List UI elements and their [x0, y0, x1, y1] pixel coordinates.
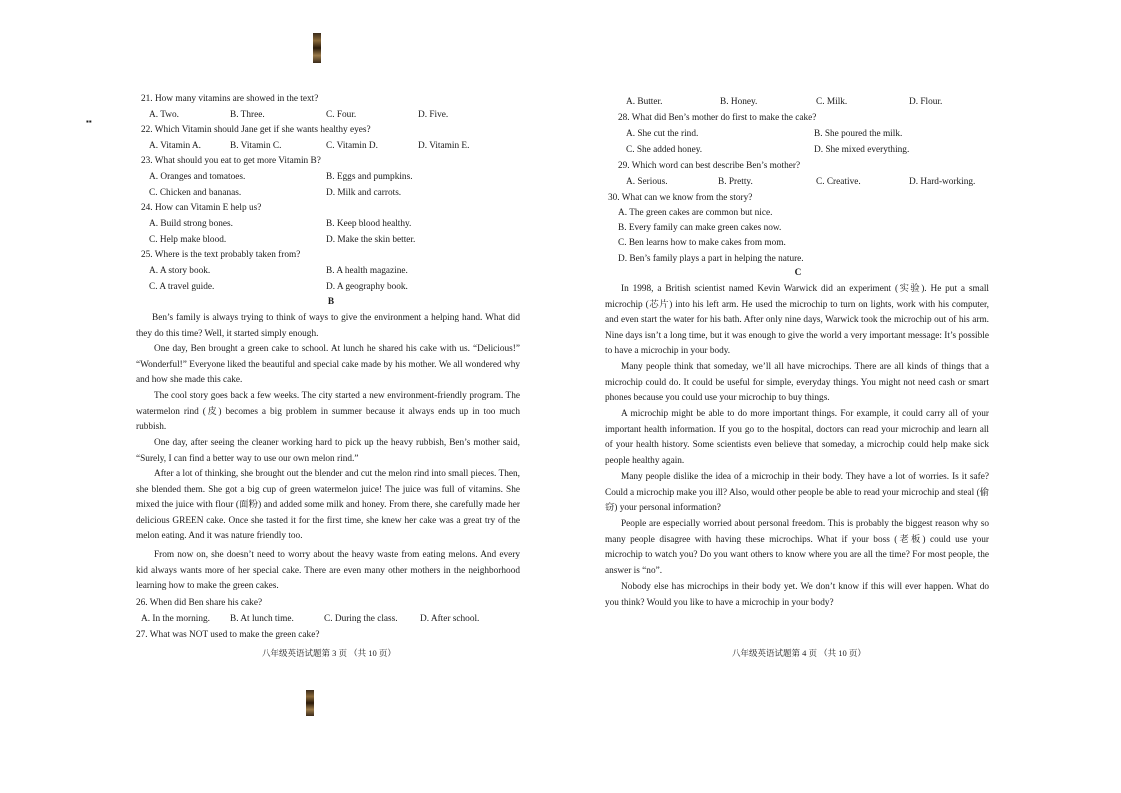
passage-c-paragraph-3: A microchip might be able to do more important things. For example, it could carry all of your important health information. If you go to the hospital, doctors can read your microchip and learn all of your health history. Some scientists even believe that someday, a microchip could help make sick people healthy again. — [605, 409, 989, 466]
question-25: 25. Where is the text probably taken from? — [141, 250, 301, 260]
right-page — [560, 0, 1121, 793]
passage-b-paragraph-3: The cool story goes back a few weeks. The city started a new environment-friendly program. The watermelon rind (皮) becomes a big problem in summer because it always ends up in too much rubbish. — [136, 391, 520, 433]
q27-option-b: B. Honey. — [720, 97, 758, 107]
q25-option-a: A. A story book. — [149, 266, 211, 276]
q26-option-c: C. During the class. — [324, 614, 398, 624]
left-page — [0, 0, 560, 793]
q21-option-d: D. Five. — [418, 110, 449, 120]
question-22: 22. Which Vitamin should Jane get if she wants healthy eyes? — [141, 125, 371, 135]
q22-option-b: B. Vitamin C. — [230, 141, 282, 151]
passage-c-paragraph-5: People are especially worried about personal freedom. This is probably the biggest reason why so many people disagree with having these microchips. What if your boss (老板) could use your microchip to watch you? Do you want others to know where you are all the time? For most people, the answer is “no”. — [605, 519, 989, 576]
page-footer-right: 八年级英语试题第 4 页 （共 10 页） — [732, 648, 866, 658]
q21-option-a: A. Two. — [149, 110, 179, 120]
question-23: 23. What should you eat to get more Vitamin B? — [141, 156, 321, 166]
q28-option-a: A. She cut the rind. — [626, 129, 699, 139]
q29-option-a: A. Serious. — [626, 177, 668, 187]
q23-option-a: A. Oranges and tomatoes. — [149, 172, 246, 182]
q24-option-b: B. Keep blood healthy. — [326, 219, 412, 229]
q25-option-d: D. A geography book. — [326, 282, 408, 292]
question-27: 27. What was NOT used to make the green cake? — [136, 630, 320, 640]
passage-c-paragraph-6: Nobody else has microchips in their body yet. We don’t know if this will ever happen. What do you think? Would you like to have a microchip in your body? — [605, 582, 989, 608]
q25-option-b: B. A health magazine. — [326, 266, 408, 276]
q22-option-c: C. Vitamin D. — [326, 141, 378, 151]
q27-option-d: D. Flour. — [909, 97, 943, 107]
question-29: 29. Which word can best describe Ben’s mother? — [618, 161, 801, 171]
q23-option-b: B. Eggs and pumpkins. — [326, 172, 413, 182]
q29-option-c: C. Creative. — [816, 177, 861, 187]
q30-option-a: A. The green cakes are common but nice. — [618, 208, 773, 218]
passage-b-paragraph-5: After a lot of thinking, she brought out the blender and cut the melon rind into small pieces. Then, she blended them. She got a big cup of green watermelon juice! The juice was full of vitamins. She mixed the juice with flour (面粉) and added some milk and honey. From there, she carefully made her delicious GREEN cake. Once she tasted it for the first time, she knew her cake was a great try of the melon eating. And it was nature friendly too. — [136, 469, 520, 542]
passage-c-paragraph-1: In 1998, a British scientist named Kevin Warwick did an experiment (实验). He put a small microchip (芯片) into his left arm. He used the microchip to turn on lights, work with his computer, and even start the water for his bath. After only nine days, Warwick took the microchip out of his arm. Nine days isn’t a long time, but it was enough to give the world a very important message: It’s possible to have a microchip in your body. — [605, 284, 989, 357]
passage-c-paragraph-2: Many people think that someday, we’ll all have microchips. There are all kinds of things that a microchip could do. It could be useful for simple, everyday things. You might not need cash or smart phones because you could use your microchip to buy things. — [605, 362, 989, 404]
q30-option-d: D. Ben’s family plays a part in helping the nature. — [618, 254, 804, 264]
q25-option-c: C. A travel guide. — [149, 282, 215, 292]
q27-option-c: C. Milk. — [816, 97, 848, 107]
q30-option-c: C. Ben learns how to make cakes from mom. — [618, 238, 786, 248]
passage-b-paragraph-4: One day, after seeing the cleaner working hard to pick up the heavy rubbish, Ben’s mother said, “Surely, I can find a better way to use our own melon rind.” — [136, 438, 520, 464]
q26-option-b: B. At lunch time. — [230, 614, 294, 624]
passage-b-paragraph-6: From now on, she doesn’t need to worry about the heavy waste from eating melons. And every kid always wants more of her special cake. There are even many other mothers in the neighborhood learning how to make the green cakes. — [136, 550, 520, 592]
q28-option-b: B. She poured the milk. — [814, 129, 903, 139]
section-b-heading: B — [327, 297, 335, 307]
q22-option-d: D. Vitamin E. — [418, 141, 470, 151]
margin-mark: ▪▪ — [86, 117, 92, 126]
q24-option-c: C. Help make blood. — [149, 235, 227, 245]
q29-option-b: B. Pretty. — [718, 177, 753, 187]
q29-option-d: D. Hard-working. — [909, 177, 976, 187]
passage-c-paragraph-4: Many people dislike the idea of a microchip in their body. They have a lot of worries. Is it safe? Could a microchip make you ill? Also, would other people be able to read your microchip and steal (偷窃) your personal information? — [605, 472, 989, 514]
q21-option-c: C. Four. — [326, 110, 357, 120]
question-26: 26. When did Ben share his cake? — [136, 598, 263, 608]
q28-option-d: D. She mixed everything. — [814, 145, 910, 155]
q24-option-a: A. Build strong bones. — [149, 219, 233, 229]
section-c-heading: C — [794, 268, 802, 278]
q26-option-a: A. In the morning. — [141, 614, 210, 624]
q23-option-d: D. Milk and carrots. — [326, 188, 402, 198]
q22-option-a: A. Vitamin A. — [149, 141, 201, 151]
question-21: 21. How many vitamins are showed in the text? — [141, 94, 319, 104]
passage-b-paragraph-2: One day, Ben brought a green cake to school. At lunch he shared his cake with us. “Delicious!” “Wonderful!” Everyone liked the beautiful and special cake made by his mother. We all wondered why and how she made this cake. — [136, 344, 520, 386]
q27-option-a: A. Butter. — [626, 97, 663, 107]
page-footer-left: 八年级英语试题第 3 页 （共 10 页） — [262, 648, 396, 658]
question-24: 24. How can Vitamin E help us? — [141, 203, 262, 213]
passage-b-paragraph-1: Ben’s family is always trying to think of ways to give the environment a helping hand. What did they do this time? Well, it started simply enough. — [136, 313, 520, 339]
q28-option-c: C. She added honey. — [626, 145, 703, 155]
q26-option-d: D. After school. — [420, 614, 480, 624]
question-28: 28. What did Ben’s mother do first to make the cake? — [618, 113, 817, 123]
q23-option-c: C. Chicken and bananas. — [149, 188, 242, 198]
question-30: 30. What can we know from the story? — [608, 193, 753, 203]
q30-option-b: B. Every family can make green cakes now. — [618, 223, 782, 233]
q24-option-d: D. Make the skin better. — [326, 235, 416, 245]
q21-option-b: B. Three. — [230, 110, 265, 120]
